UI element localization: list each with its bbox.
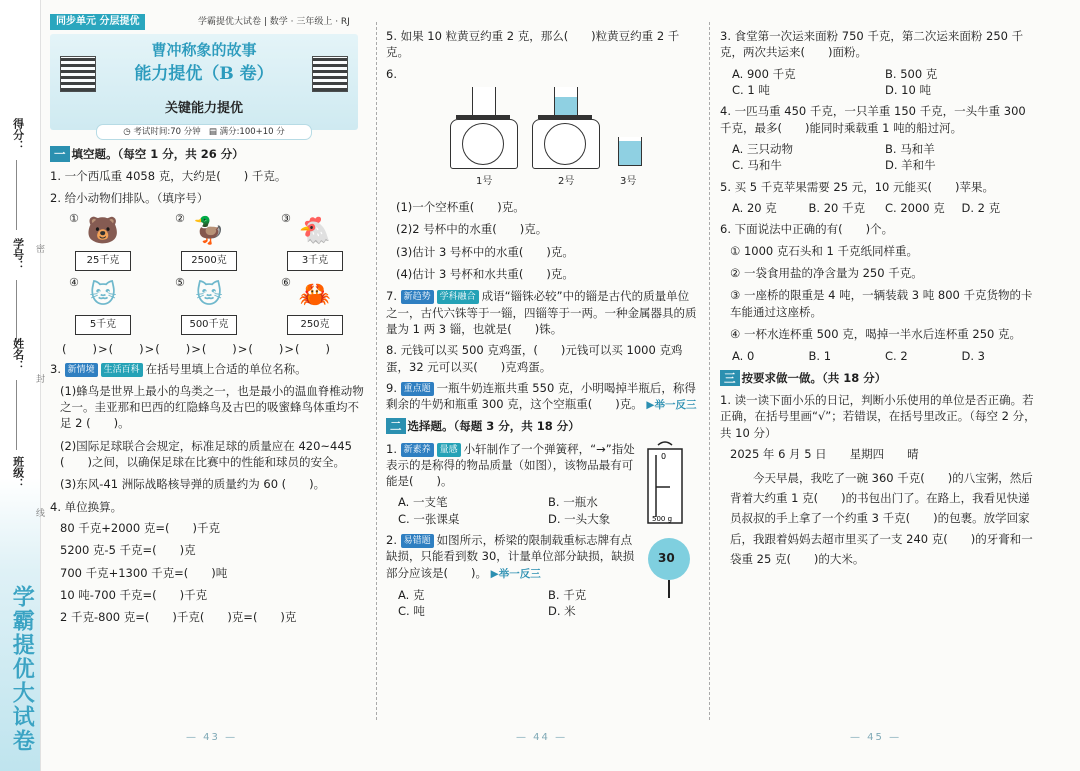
option-c[interactable]: C. 吨 (398, 604, 425, 619)
section-2-heading: 二 选择题。（每题 3 分，共 18 分） (386, 418, 698, 434)
scale-2 (532, 97, 598, 175)
paper-subtitle: 关键能力提优 (164, 101, 243, 116)
choice-4: 4. 一匹马重 450 千克，一只羊重 150 千克，一头牛重 300 千克，最多( )能同时乘载重 1 吨的船过河。 (720, 104, 1026, 135)
score-line (16, 160, 18, 230)
weight-box: 3千克 (287, 251, 343, 271)
paper-title: 能力提优（B 卷） (134, 64, 274, 84)
conversion-item: 80 千克+2000 克=( )千克 (60, 520, 220, 535)
option-c[interactable]: C. 2000 克 (885, 200, 945, 215)
question-1-3-1: (1)蜂鸟是世界上最小的鸟类之一，也是最小的温血脊椎动物之一。圭亚那和巴西的红隐蜂鸟及古巴的吸蜜蜂鸟体重均不足 2 ( )。 (60, 383, 364, 431)
option-b[interactable]: B. 千克 (548, 587, 587, 602)
question-1-3-3: (3)东风-41 洲际战略核导弹的质量约为 60 ( )。 (60, 477, 326, 492)
exam-info-bar (96, 124, 312, 140)
spring-bottom-label: 500 g (652, 514, 673, 523)
column-divider-1 (376, 22, 377, 720)
option-d[interactable]: D. 羊和牛 (885, 158, 936, 173)
number-line (16, 280, 18, 340)
option-a[interactable]: A. 900 千克 (732, 66, 796, 81)
option-d[interactable]: D. 3 (961, 349, 985, 364)
tiger-icon: 🐱 (195, 279, 223, 310)
question-1-7: 7. 新趋势 学科融合 成语“锱铢必较”中的锱是古代的质量单位之一，古代六铢等于一锱，四锱等于一两。一种金属器具的质量为 1 两 3 锱，也就是( )铢。 (386, 289, 697, 336)
option-a[interactable]: A. 三只动物 (732, 141, 793, 156)
animal-card: ② 🦆 2500克 (169, 211, 249, 271)
scale-label-2: 2号 (558, 175, 575, 187)
column-divider-2 (709, 22, 710, 720)
new-context-tag: 新情境 (65, 363, 98, 377)
conversion-item: 700 千克+1300 千克=( )吨 (60, 565, 228, 580)
page-number-45: — 45 — (850, 732, 902, 743)
section-2-badge: 二 (386, 418, 406, 434)
section-1-heading: 一 填空题。（每空 1 分，共 26 分） (50, 146, 368, 162)
choice-3-options (732, 66, 1038, 99)
option-b[interactable]: B. 1 (808, 349, 832, 364)
question-1-2: 2. 给小动物们排队。（填序号） (50, 190, 209, 205)
question-1-6-4: (4)估计 3 号杯和水共重( )克。 (396, 266, 574, 281)
choice-5: 5. 买 5 千克苹果需要 25 元，10 元能买( )苹果。 (720, 179, 994, 194)
option-c[interactable]: C. 1 吨 (732, 82, 770, 97)
clock-icon: ◷ (123, 127, 131, 137)
question-1-3: 3. 新情境 生活百科 在括号里填上合适的单位名称。 (50, 362, 307, 377)
task-1: 1. 读一读下面小乐的日记，判断小乐使用的单位是否正确。若正确，在括号里画“√”；若错误，在括号里改正。（每空 2 分，共 10 分） (720, 392, 1036, 440)
option-a[interactable]: A. 一支笔 (398, 495, 448, 510)
animal-card: ⑥ 🦀 250克 (275, 275, 355, 335)
life-tag: 生活百科 (101, 363, 143, 377)
seal-mark-3: 线 (36, 509, 46, 519)
practice-link[interactable]: ▶举一反三 (646, 399, 697, 412)
key-tag: 重点题 (401, 382, 434, 396)
question-1-6-2: (2)2 号杯中的水重( )克。 (396, 222, 548, 237)
scale-1 (450, 97, 516, 175)
option-d[interactable]: D. 2 克 (961, 200, 1001, 215)
option-c[interactable]: C. 一张课桌 (398, 511, 460, 526)
scale-figure (386, 87, 698, 199)
statement-4: ④ 一杯水连杯重 500 克，喝掉一半水后连杯重 250 克。 (730, 326, 1021, 341)
statement-1: ① 1000 克石头和 1 千克纸同样重。 (730, 243, 919, 258)
brand-logo-text: 学霸提优大试卷 (9, 585, 35, 753)
trend-tag: 新趋势 (401, 290, 434, 304)
option-d[interactable]: D. 米 (548, 604, 576, 619)
choice-6: 6. 下面说法中正确的有( )个。 (720, 222, 894, 237)
seal-mark-2: 封 (36, 375, 46, 385)
animal-card: ④ 🐱 5千克 (63, 275, 143, 335)
choice-3: 3. 食堂第一次运来面粉 750 千克，第二次运来面粉 250 千克，两次共运来( )面粉。 (720, 29, 1024, 60)
question-1-8: 8. 元钱可以买 500 克鸡蛋，( )元钱可以买 1000 克鸡蛋，32 元可以买( )克鸡蛋。 (386, 343, 683, 374)
question-1-9: 9. 重点题 一瓶牛奶连瓶共重 550 克，小明喝掉半瓶后，称得剩余的牛奶和瓶重 300 克，这个空瓶重( )克。 ▶举一反三 (386, 380, 697, 412)
option-a[interactable]: A. 克 (398, 587, 425, 602)
animal-card: ⑤ 🐱 500千克 (169, 275, 249, 335)
cross-subject-tag: 学科融合 (437, 290, 479, 304)
question-1-6-3: (3)估计 3 号杯中的水重( )克。 (396, 244, 574, 259)
conversion-item: 2 千克-800 克=( )千克( )克=( )克 (60, 610, 297, 625)
option-d[interactable]: D. 一头大象 (548, 511, 611, 526)
option-a[interactable]: A. 0 (732, 349, 755, 364)
conversion-item: 10 吨-700 千克=( )千克 (60, 587, 208, 602)
option-b[interactable]: B. 一瓶水 (548, 495, 598, 510)
student-number-label: 学号： (11, 238, 25, 271)
section-3-heading: 三 按要求做一做。（共 18 分） (720, 370, 1038, 386)
duck-icon: 🦆 (192, 215, 226, 246)
option-b[interactable]: B. 20 千克 (808, 200, 865, 215)
literacy-tag: 新素养 (401, 443, 434, 457)
weight-box: 25千克 (75, 251, 131, 271)
empty-cup-icon (472, 87, 496, 116)
option-d[interactable]: D. 10 吨 (885, 82, 931, 97)
option-b[interactable]: B. 马和羊 (885, 141, 935, 156)
statement-3: ③ 一座桥的限重是 4 吨，一辆装载 3 吨 800 千克货物的卡车能通过这座桥。 (730, 288, 1033, 319)
cup-3-icon (618, 137, 642, 166)
animal-card: ① 🐻 25千克 (63, 211, 143, 271)
score-label: 得分： (11, 118, 25, 151)
choice-6-options (732, 348, 1038, 364)
animal-row-1 (50, 211, 368, 271)
water-cup-icon (554, 87, 578, 116)
question-1-6-1: (1)一个空杯重( )克。 (396, 199, 525, 214)
choice-4-options (732, 141, 1038, 174)
statement-2: ② 一袋食用盐的净含量为 250 千克。 (730, 265, 923, 280)
weight-box: 500千克 (181, 315, 237, 335)
error-prone-tag: 易错题 (401, 534, 434, 548)
seal-mark-1: 密 (36, 245, 46, 255)
choice-2: 2. 易错题 如图所示，桥梁的限制载重标志牌有点缺损，只能看到数 30，计量单位部分缺损，缺损部分应该是( )。 ▶举一反三 (386, 533, 635, 580)
section-1-badge: 一 (50, 146, 70, 162)
full-score: 满分:100+10 分 (219, 127, 285, 137)
option-a[interactable]: A. 20 克 (732, 200, 777, 215)
scale-label-1: 1号 (476, 175, 493, 187)
unit-tab: 同步单元 分层提优 (50, 14, 145, 30)
dial-icon (544, 123, 586, 165)
animal-card: ③ 🐔 3千克 (275, 211, 355, 271)
bear-icon: 🐻 (86, 215, 120, 246)
title-banner (50, 34, 358, 137)
weight-box: 5千克 (75, 315, 131, 335)
question-1-5: 5. 如果 10 粒黄豆约重 2 克，那么( )粒黄豆约重 2 千克。 (386, 29, 680, 60)
lesson-title: 曹冲称象的故事 (151, 41, 257, 59)
spring-top-label: 0 (661, 451, 667, 461)
animal-row-2 (50, 275, 368, 335)
page-44 (386, 28, 698, 624)
exam-time: 考试时间:70 分钟 (133, 127, 201, 137)
option-b[interactable]: B. 500 克 (885, 66, 938, 81)
practice-link[interactable]: ▶举一反三 (490, 567, 541, 580)
option-c[interactable]: C. 2 (885, 349, 908, 364)
header-top (50, 14, 368, 30)
order-blanks[interactable]: ( )>( )>( )>( )>( )>( ) (62, 341, 332, 356)
spring-scale-figure (640, 441, 690, 525)
page-43 (50, 16, 368, 632)
sign-value: 30 (658, 551, 675, 566)
option-c[interactable]: C. 马和牛 (732, 158, 782, 173)
name-label: 姓名： (11, 338, 25, 371)
question-1-3-2: (2)国际足球联合会规定，标准足球的质量应在 420~445 ( )之间，以确保足球在比赛中的性能和球员的安全。 (60, 438, 352, 469)
conversion-item: 5200 克-5 千克=( )克 (60, 543, 196, 558)
diary-date: 2025 年 6 月 5 日 星期四 晴 (730, 446, 919, 461)
class-label: 班级： (11, 456, 25, 489)
weight-box: 250克 (287, 315, 343, 335)
question-1-1: 1. 一个西瓜重 4058 克，大约是( ) 千克。 (50, 169, 287, 184)
load-limit-sign (648, 538, 690, 580)
quantity-tag: 量感 (437, 443, 461, 457)
section-3-badge: 三 (720, 370, 740, 386)
scale-label-3: 3号 (620, 175, 637, 187)
book-meta: 学霸提优大试卷 | 数学 · 三年级上 · RJ (198, 17, 350, 27)
sign-pole (668, 580, 670, 598)
question-1-6: 6. (386, 66, 397, 81)
diary-text: 今天早晨，我吃了一碗 360 千克( )的八宝粥，然后背着大约重 1 克( )的书包出门了。在路上，我看见快递员叔叔的手上拿了一个约重 3 千克( )的包裹。放学回家后，我跟着妈妈去超市里买了一支 240 克( )的牙膏和一袋重 25 克( )的大米。 (730, 471, 1033, 566)
crab-icon: 🦀 (298, 279, 332, 310)
question-1-4: 4. 单位换算。 (50, 499, 123, 514)
name-line (16, 380, 18, 450)
choice-2-options (398, 587, 698, 620)
choice-1: 1. 新素养 量感 小轩制作了一个弹簧秤，“→”指处表示的是称得的物品质量（如图），该物品最有可能是( )。 (386, 441, 635, 489)
cat-icon: 🐱 (89, 279, 117, 310)
page-number-43: — 43 — (186, 732, 238, 743)
page-number-44: — 44 — (516, 732, 568, 743)
hen-icon: 🐔 (298, 215, 332, 246)
choice-5-options (732, 200, 1038, 216)
page-45 (720, 28, 1038, 575)
score-icon: ▤ (208, 127, 217, 137)
dial-icon (462, 123, 504, 165)
weight-box: 2500克 (181, 251, 237, 271)
binding-sidebar (0, 0, 46, 771)
